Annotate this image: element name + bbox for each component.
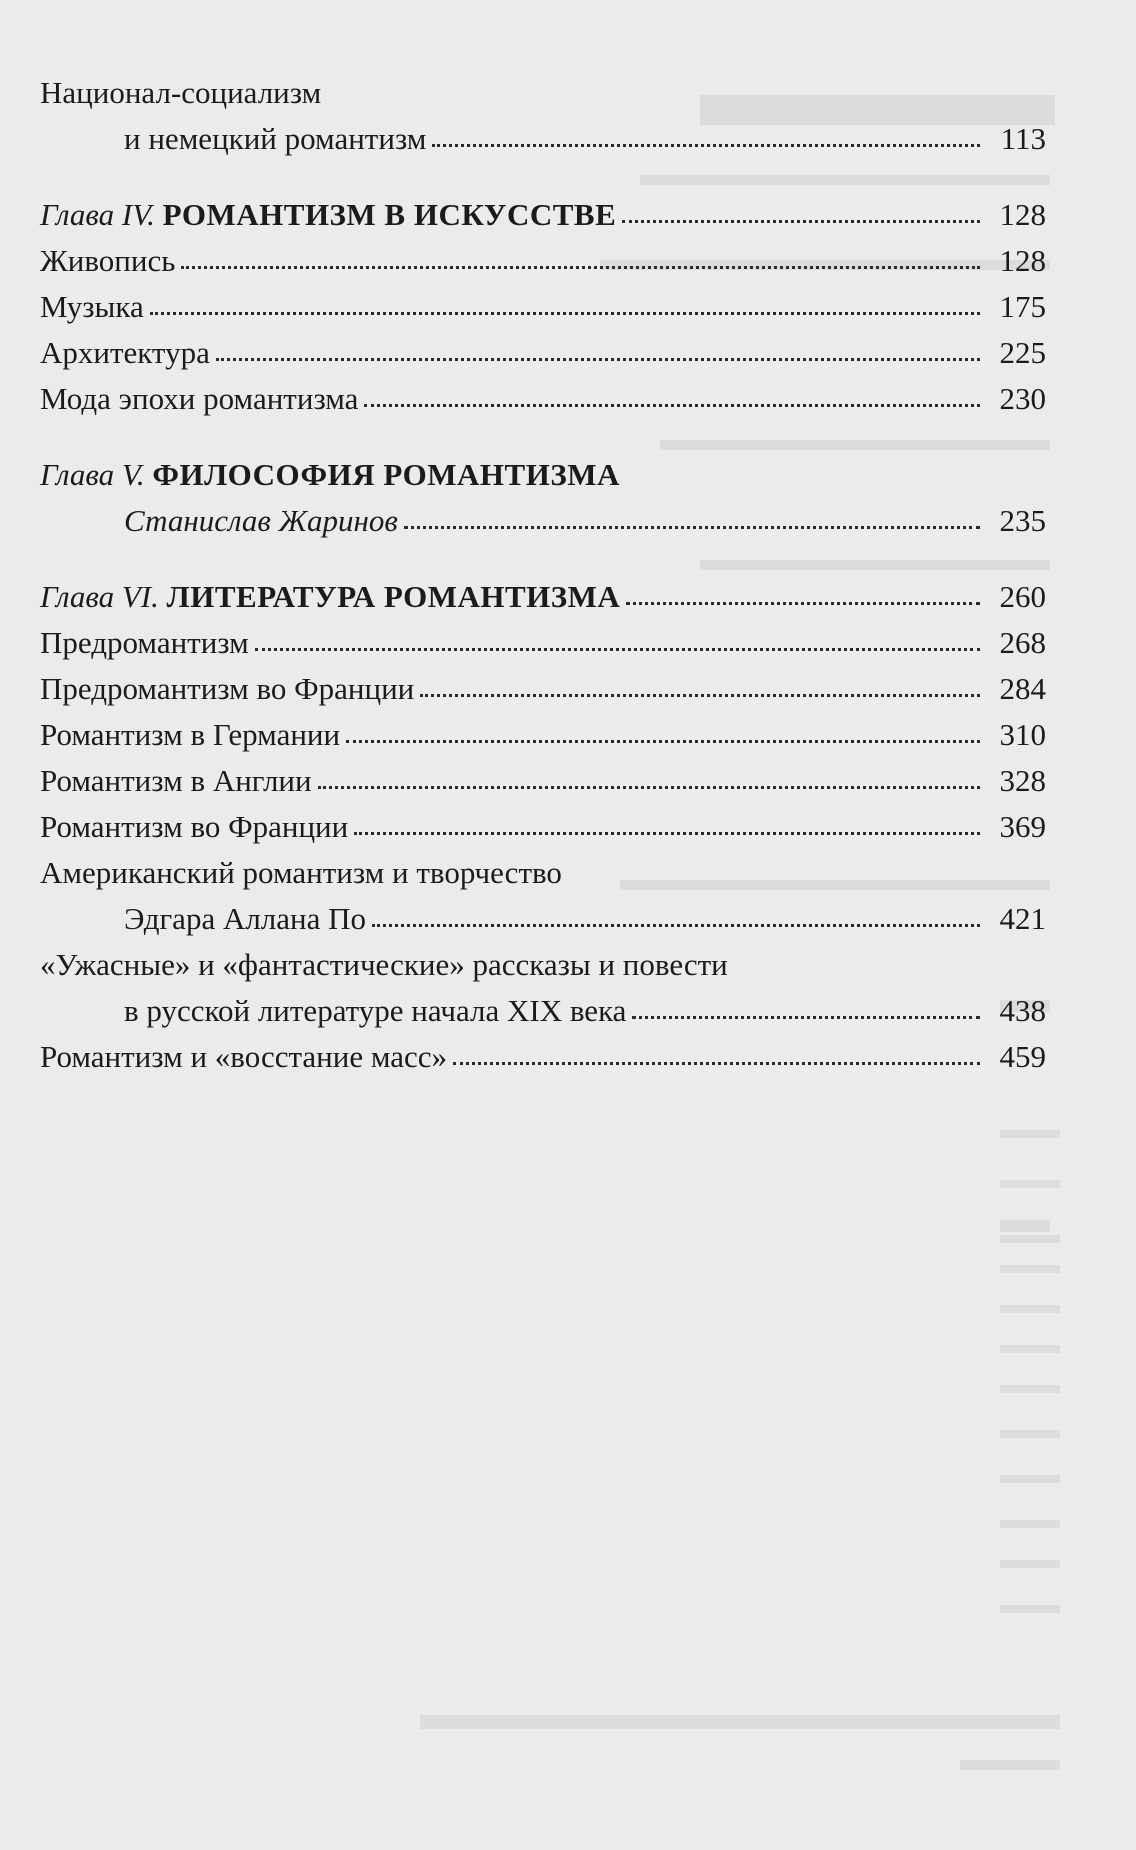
toc-entry-title: Романтизм во Франции: [40, 809, 349, 844]
toc-entry-title: и немецкий романтизм: [124, 121, 427, 156]
toc-entry-fashion: [40, 376, 1046, 422]
toc-entry-title: Эдгара Аллана По: [124, 901, 367, 936]
toc-entry-romanticism-germany: [40, 712, 1046, 758]
toc-entry-author: [40, 498, 1046, 544]
chapter-title: РОМАНТИЗМ В ИСКУССТВЕ: [162, 197, 617, 232]
toc-entry-title: Романтизм и «восстание масс»: [40, 1039, 448, 1074]
dot-leader: [354, 832, 980, 835]
chapter-label: Глава V.: [40, 457, 145, 492]
toc-page-number: 225: [999, 335, 1046, 370]
dot-leader: [420, 694, 980, 697]
toc-entry-architecture: [40, 330, 1046, 376]
toc-page-number: 310: [999, 717, 1046, 752]
toc-entry-title: Американский романтизм и творчество: [40, 855, 562, 890]
chapter-title: ЛИТЕРАТУРА РОМАНТИЗМА: [166, 579, 621, 614]
toc-page-number: 113: [1000, 121, 1046, 156]
toc-entry-preromanticism-france: [40, 666, 1046, 712]
dot-leader: [181, 266, 980, 269]
dot-leader: [364, 404, 980, 407]
toc-entry-title: Мода эпохи романтизма: [40, 381, 359, 416]
toc-page-number: 230: [999, 381, 1046, 416]
toc-entry-preromanticism: [40, 620, 1046, 666]
toc-entry-title: «Ужасные» и «фантастические» рассказы и повести: [40, 947, 728, 982]
toc-entry-title: Предромантизм во Франции: [40, 671, 415, 706]
toc-page-number: 260: [999, 579, 1046, 614]
chapter-title: ФИЛОСОФИЯ РОМАНТИЗМА: [152, 457, 620, 492]
toc-page-number: 235: [999, 503, 1046, 538]
toc-entry-russian-literature: [40, 988, 1046, 1034]
toc-entry-edgar-poe: [40, 896, 1046, 942]
toc-chapter-5: [40, 452, 1046, 498]
toc-entry-painting: [40, 238, 1046, 284]
toc-chapter-6: [40, 574, 1046, 620]
table-of-contents: [40, 70, 1046, 1080]
toc-page-number: 438: [999, 993, 1046, 1028]
dot-leader: [216, 358, 980, 361]
dot-leader: [255, 648, 980, 651]
toc-page-number: 369: [999, 809, 1046, 844]
toc-page-number: 175: [999, 289, 1046, 324]
chapter-label: Глава IV.: [40, 197, 155, 232]
toc-page-number: 421: [999, 901, 1046, 936]
toc-chapter-4: [40, 192, 1046, 238]
toc-entry-title: Музыка: [40, 289, 144, 324]
toc-page-number: 128: [999, 197, 1046, 232]
toc-entry-title: в русской литературе начала XIX века: [124, 993, 627, 1028]
dot-leader: [318, 786, 980, 789]
dot-leader: [632, 1016, 980, 1019]
toc-entry-title: Национал-социализм: [40, 75, 322, 110]
toc-entry-national-socialism: [40, 70, 1046, 116]
toc-page-number: 128: [999, 243, 1046, 278]
toc-entry-title: Архитектура: [40, 335, 210, 370]
toc-page-number: 284: [999, 671, 1046, 706]
toc-entry-title: Романтизм в Англии: [40, 763, 312, 798]
dot-leader: [150, 312, 980, 315]
toc-entry-revolt-of-masses: [40, 1034, 1046, 1080]
chapter-label: Глава VI.: [40, 579, 159, 614]
dot-leader: [372, 924, 980, 927]
toc-entry-romanticism-france: [40, 804, 1046, 850]
toc-entry-author-name: Станислав Жаринов: [124, 503, 398, 538]
dot-leader: [404, 526, 980, 529]
dot-leader: [622, 220, 980, 223]
toc-entry-romanticism-england: [40, 758, 1046, 804]
toc-entry-title: Романтизм в Германии: [40, 717, 341, 752]
dot-leader: [453, 1062, 980, 1065]
toc-entry-german-romanticism: [40, 116, 1046, 162]
toc-entry-title: Живопись: [40, 243, 176, 278]
toc-entry-music: [40, 284, 1046, 330]
toc-entry-title: Предромантизм: [40, 625, 249, 660]
toc-entry-horror-stories: [40, 942, 1046, 988]
toc-page-number: 459: [999, 1039, 1046, 1074]
dot-leader: [346, 740, 980, 743]
toc-page-number: 268: [999, 625, 1046, 660]
toc-page-number: 328: [999, 763, 1046, 798]
dot-leader: [432, 144, 980, 147]
dot-leader: [626, 602, 980, 605]
toc-entry-american-romanticism: [40, 850, 1046, 896]
